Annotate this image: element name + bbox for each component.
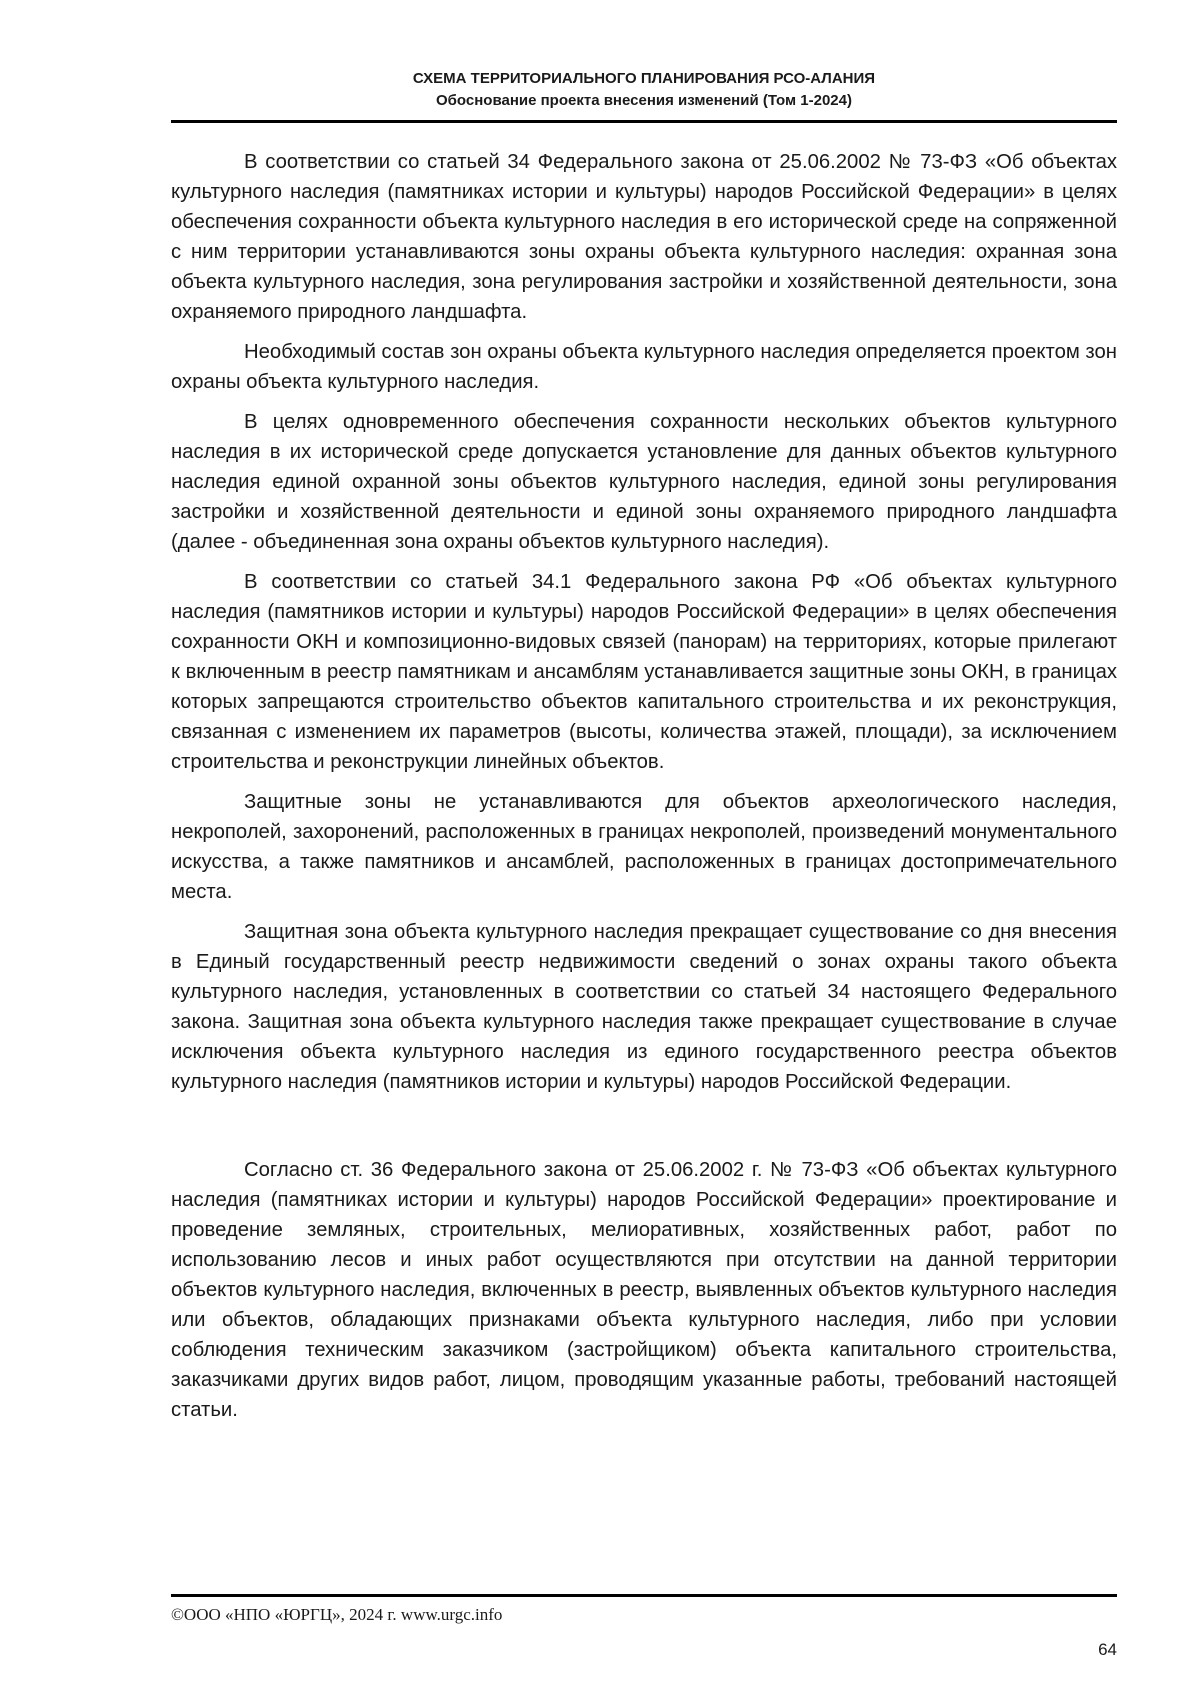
paragraph: Необходимый состав зон охраны объекта культурного наследия определяется проектом зон охраны объекта культурного наследия. (171, 341, 1117, 393)
footer-copyright: ©ООО «НПО «ЮРГЦ», 2024 г. www.urgc.info (171, 1605, 503, 1624)
document-body (171, 147, 1117, 1435)
page-number: 64 (1098, 1640, 1117, 1659)
page-header (171, 68, 1117, 112)
paragraph: В соответствии со статьей 34 Федерального закона от 25.06.2002 № 73-ФЗ «Об объектах культурного наследия (памятниках истории и культуры) народов Российской Федерации» в целях обеспечения сохранности объекта культурного наследия в его исторической среде на сопряженной с ним территории устанавливаются зоны охраны объекта культурного наследия: охранная зона объекта культурного наследия, зона регулирования застройки и хозяйственной деятельности, зона охраняемого природного ландшафта. (171, 151, 1117, 323)
header-divider (171, 120, 1117, 123)
paragraph: В целях одновременного обеспечения сохранности нескольких объектов культурного наследия в их исторической среде допускается установление для данных объектов культурного наследия единой охранной зоны объектов культурного наследия, единой зоны регулирования застройки и хозяйственной деятельности и единой зоны охраняемого природного ландшафта (далее - объединенная зона охраны объектов культурного наследия). (171, 411, 1117, 553)
paragraph: Защитные зоны не устанавливаются для объектов археологического наследия, некрополей, захоронений, расположенных в границах некрополей, произведений монументального искусства, а также памятников и ансамблей, расположенных в границах достопримечательного места. (171, 791, 1117, 903)
paragraph: Защитная зона объекта культурного наследия прекращает существование со дня внесения в Единый государственный реестр недвижимости сведений о зонах охраны такого объекта культурного наследия, установленных в соответствии со статьей 34 настоящего Федерального закона. Защитная зона объекта культурного наследия также прекращает существование в случае исключения объекта культурного наследия из единого государственного реестра объектов культурного наследия (памятников истории и культуры) народов Российской Федерации. (171, 921, 1117, 1093)
document-title: СХЕМА ТЕРРИТОРИАЛЬНОГО ПЛАНИРОВАНИЯ РСО-АЛАНИЯ (412, 70, 876, 87)
footer-divider (171, 1594, 1117, 1597)
paragraph: Согласно ст. 36 Федерального закона от 25.06.2002 г. № 73-ФЗ «Об объектах культурного наследия (памятниках истории и культуры) народов Российской Федерации» проектирование и проведение земляных, строительных, мелиоративных, хозяйственных работ, работ по использованию лесов и иных работ осуществляются при отсутствии на данной территории объектов культурного наследия, включенных в реестр, выявленных объектов культурного наследия или объектов, обладающих признаками объекта культурного наследия, либо при условии соблюдения техническим заказчиком (застройщиком) объекта капитального строительства, заказчиками других видов работ, лицом, проводящим указанные работы, требований настоящей статьи. (171, 1159, 1117, 1421)
paragraph: В соответствии со статьей 34.1 Федерального закона РФ «Об объектах культурного наследия (памятников истории и культуры) народов Российской Федерации» в целях обеспечения сохранности ОКН и композиционно-видовых связей (панорам) на территориях, которые прилегают к включенным в реестр памятникам и ансамблям устанавливается защитные зоны ОКН, в границах которых запрещаются строительство объектов капитального строительства и их реконструкция, связанная с изменением их параметров (высоты, количества этажей, площади), за исключением строительства и реконструкции линейных объектов. (171, 571, 1117, 773)
document-subtitle: Обоснование проекта внесения изменений (Том 1-2024) (436, 92, 852, 109)
